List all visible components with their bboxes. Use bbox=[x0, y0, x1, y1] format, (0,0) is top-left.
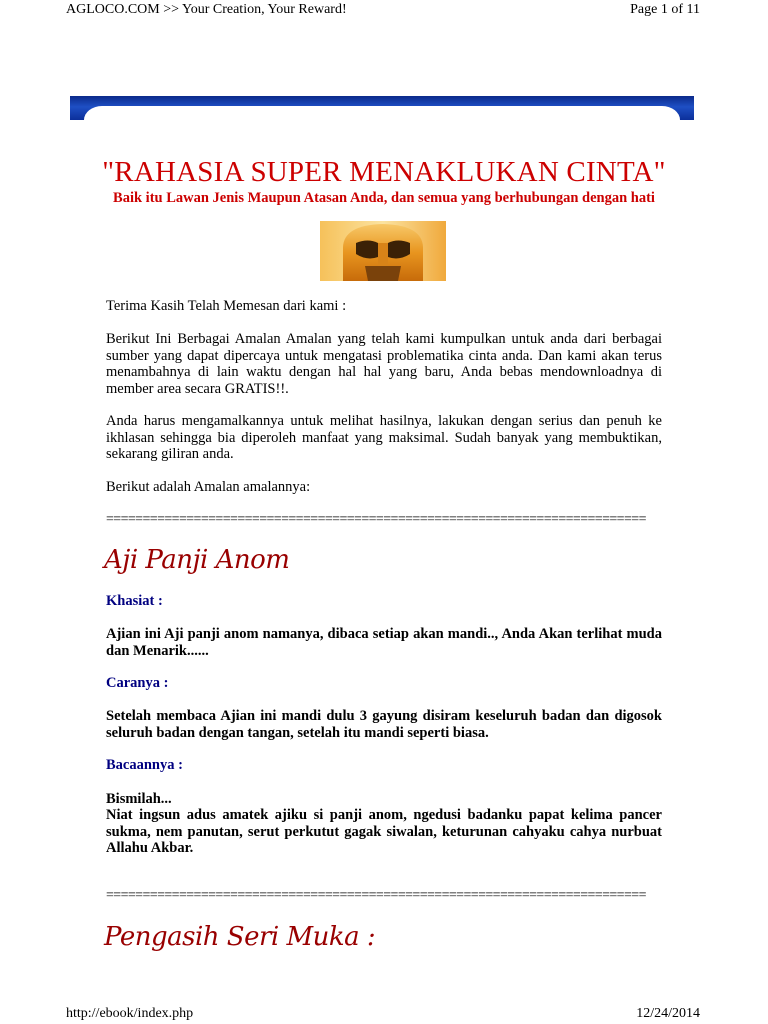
caranya-text: Setelah membaca Ajian ini mandi dulu 3 gayung disiram keseluruh badan dan digosok seluruh badan dengan tangan, setelah itu mandi seperti biasa. bbox=[106, 708, 662, 741]
section-title-pengasih-seri-muka: Pengasih Seri Muka : bbox=[104, 922, 376, 952]
header-banner bbox=[70, 96, 694, 120]
separator-line: ========================================================================== bbox=[106, 513, 646, 527]
caranya-label: Caranya : bbox=[106, 675, 169, 691]
bacaan-text: Niat ingsun adus amatek ajiku si panji anom, ngedusi badanku papat kelima pancer sukma, nem panutan, serut perkutut gagak siwalan, keturunan cahyaku cahya nurbuat Allahu Akbar. bbox=[106, 807, 662, 856]
bacaan-opening: Bismilah... bbox=[106, 791, 172, 807]
footer-url: http://ebook/index.php bbox=[66, 1006, 194, 1021]
page-header-title: AGLOCO.COM >> Your Creation, Your Reward! bbox=[66, 2, 347, 17]
separator-line: ========================================================================== bbox=[106, 889, 646, 903]
footer-date: 12/24/2014 bbox=[636, 1006, 700, 1021]
bacaan-label: Bacaannya : bbox=[106, 757, 183, 773]
intro-paragraph-1: Berikut Ini Berbagai Amalan Amalan yang telah kami kumpulkan untuk anda dari berbagai sumber yang dapat dipercaya untuk mengatasi problematika cinta anda. Dan kami akan terus menambahnya di lain waktu dengan hal hal yang baru, Anda bebas mendownloadnya di member area secara GRATIS!!. bbox=[106, 331, 662, 397]
banner-inner-panel bbox=[84, 106, 680, 126]
helmet-image bbox=[320, 221, 446, 281]
intro-paragraph-3: Berikut adalah Amalan amalannya: bbox=[106, 479, 311, 495]
khasiat-text: Ajian ini Aji panji anom namanya, dibaca setiap akan mandi.., Anda Akan terlihat muda dan Menarik...... bbox=[106, 626, 662, 659]
page-number: Page 1 of 11 bbox=[630, 2, 700, 17]
document-title: "RAHASIA SUPER MENAKLUKAN CINTA" bbox=[102, 156, 666, 188]
khasiat-label: Khasiat : bbox=[106, 593, 163, 609]
document-subtitle: Baik itu Lawan Jenis Maupun Atasan Anda, dan semua yang berhubungan dengan hati bbox=[113, 190, 655, 206]
intro-thanks: Terima Kasih Telah Memesan dari kami : bbox=[106, 298, 347, 314]
intro-paragraph-2: Anda harus mengamalkannya untuk melihat hasilnya, lakukan dengan serius dan penuh ke ikhlasan sehingga bia diperoleh manfaat yang maksimal. Sudah banyak yang membuktikan, sekarang giliran anda. bbox=[106, 413, 662, 462]
section-title-aji-panji-anom: Aji Panji Anom bbox=[104, 545, 290, 575]
